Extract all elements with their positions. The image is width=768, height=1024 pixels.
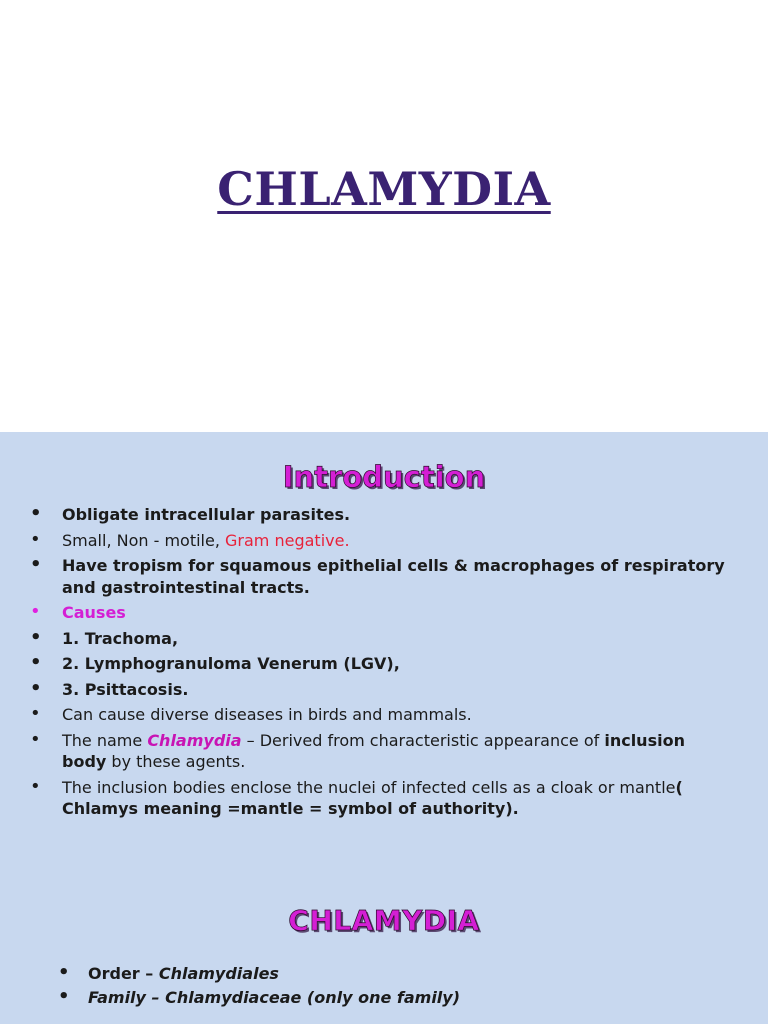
bullet-text: 1. Trachoma,: [62, 628, 179, 648]
bullet-icon: •: [30, 652, 42, 673]
bullet-text: 3. Psittacosis.: [62, 679, 189, 699]
bullet-icon: •: [30, 626, 42, 648]
bullet-icon: •: [30, 703, 41, 724]
bullet-item: [30, 704, 730, 726]
bullet-icon: •: [30, 728, 41, 750]
bullet-icon: •: [58, 962, 70, 983]
title-slide: [0, 0, 768, 432]
bullet-text: Obligate intracellular parasites.: [62, 505, 351, 524]
taxonomy-label: Family – Chlamydiaceae (only one family): [88, 988, 461, 1007]
bullet-icon: •: [30, 503, 42, 524]
taxonomy-item: [58, 962, 738, 986]
bullet-text: The inclusion bodies enclose the nuclei of infected cells as a cloak or mantle: [62, 777, 676, 797]
bullet-icon: •: [30, 775, 41, 797]
bullet-item: [30, 555, 730, 598]
bullet-item: [30, 504, 730, 526]
bullet-item: [30, 530, 730, 552]
bullet-text: Have tropism for squamous epithelial cells & macrophages of respiratory and gastrointestinal tracts.: [62, 556, 725, 597]
taxonomy-value: Chlamydiales: [158, 964, 279, 983]
bullet-item: [30, 628, 730, 650]
introduction-heading: Introduction: [282, 460, 486, 494]
bullet-icon: •: [30, 677, 42, 699]
bullet-text: by these agents.: [106, 752, 246, 771]
gram-negative-highlight: Gram negative.: [225, 530, 350, 550]
bullet-text: 2. Lymphogranuloma Venerum (LGV),: [62, 654, 400, 673]
chlamydia-italic: Chlamydia: [147, 730, 242, 750]
intro-bullet-list: [30, 504, 730, 824]
bullet-icon: •: [30, 528, 41, 550]
bullet-item: [30, 602, 730, 624]
bullet-icon: •: [30, 554, 42, 575]
bullet-text: Can cause diverse diseases in birds and mammals.: [62, 705, 472, 724]
bullet-icon: •: [30, 601, 41, 622]
taxonomy-label: Order –: [88, 964, 159, 983]
slide-title: CHLAMYDIA: [217, 162, 551, 216]
inclusion-body-bold: inclusion body: [62, 730, 685, 771]
chlamys-meaning-bold: ( Chlamys meaning =mantle = symbol of authority).: [62, 777, 683, 818]
causes-label: Causes: [62, 603, 126, 622]
bullet-text: – Derived from characteristic appearance of: [241, 730, 605, 750]
chlamydia-section-title: CHLAMYDIA: [288, 904, 480, 937]
bullet-icon: •: [58, 986, 70, 1007]
bullet-text: Small, Non - motile,: [62, 530, 226, 550]
bullet-text: The name: [62, 730, 148, 750]
bullet-item: [30, 679, 730, 701]
intro-slide: [0, 432, 768, 1024]
taxonomy-item: [58, 986, 738, 1010]
taxonomy-list: [58, 962, 738, 1010]
bullet-item: [30, 730, 730, 773]
bullet-item: [30, 653, 730, 675]
bullet-item: [30, 777, 730, 820]
